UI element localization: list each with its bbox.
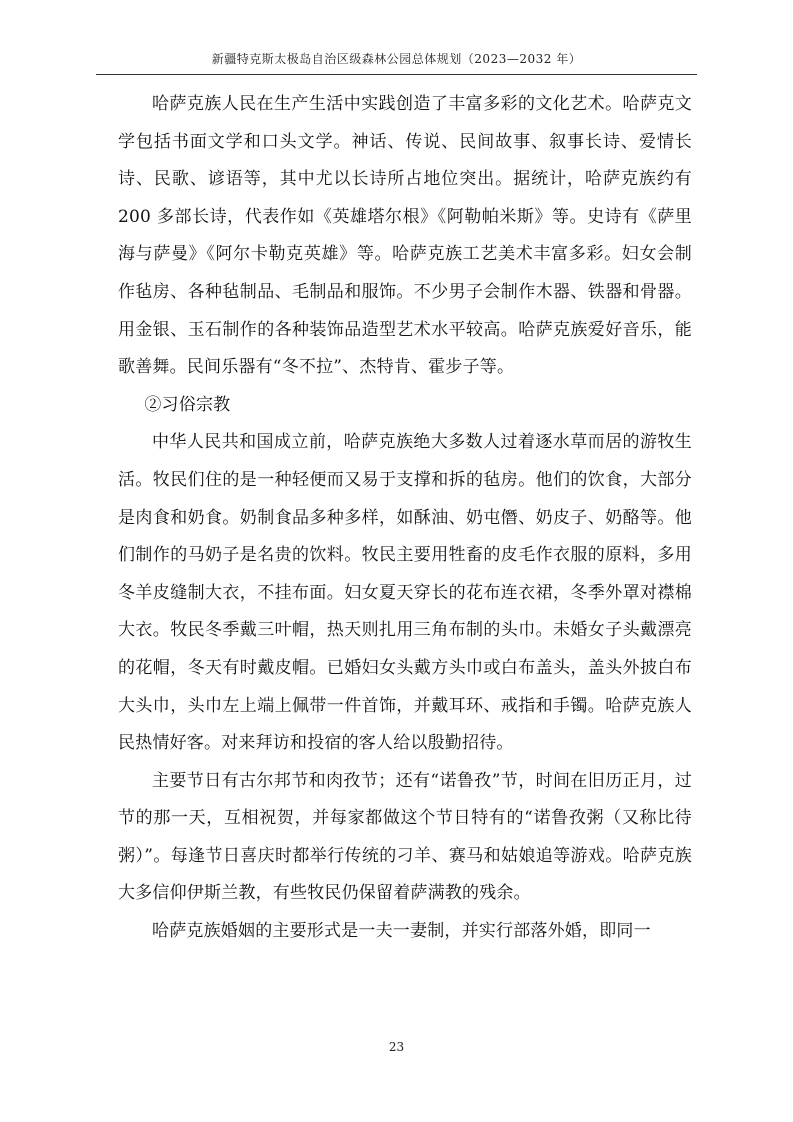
running-header: 新疆特克斯太极岛自治区级森林公园总体规划（2023—2032 年） (211, 52, 582, 66)
section-heading-customs-religion: ②习俗宗教 (144, 394, 231, 415)
paragraph-festivals: 主要节日有古尔邦节和肉孜节；还有“诺鲁孜”节，时间在旧历正月，过节的那一天，互相祝贺，并每家都做这个节日特有的“诺鲁孜粥（又称比待粥）”。每逢节日喜庆时都举行传统的刁羊、赛马和姑娘追等游戏。哈萨克族大多信仰伊斯兰教，有些牧民仍保留着萨满教的残余。 (118, 770, 692, 904)
paragraph-marriage: 哈萨克族婚姻的主要形式是一夫一妻制，并实行部落外婚，即同一 (152, 921, 651, 942)
paragraph-customs: 中华人民共和国成立前，哈萨克族绝大多数人过着逐水草而居的游牧生活。牧民们住的是一种轻便而又易于支撑和拆的毡房。他们的饮食，大部分是肉食和奶食。奶制食品多种多样，如酥油、奶屯僭、奶皮子、奶酪等。他们制作的马奶子是名贵的饮料。牧民主要用牲畜的皮毛作衣服的原料，多用冬羊皮缝制大衣，不挂布面。妇女夏天穿长的花布连衣裙，冬季外罩对襟棉大衣。牧民冬季戴三叶帽，热天则扎用三角布制的头巾。未婚女子头戴漂亮的花帽，冬天有时戴皮帽。已婚妇女头戴方头巾或白布盖头，盖头外披白布大头巾，头巾左上端上佩带一件首饰，并戴耳环、戒指和手镯。哈萨克族人民热情好客。对来拜访和投宿的客人给以殷勤招待。 (118, 432, 692, 754)
paragraph-culture-arts: 哈萨克族人民在生产生活中实践创造了丰富多彩的文化艺术。哈萨克文学包括书面文学和口头文学。神话、传说、民间故事、叙事长诗、爱情长诗、民歌、谚语等，其中尤以长诗所占地位突出。据统计，哈萨克族约有 200 多部长诗，代表作如《英雄塔尔根》《阿勒帕米斯》等。史诗有《萨里海与萨曼》《阿尔卡勒克英雄》等。哈萨克族工艺美术丰富多彩。妇女会制作毡房、各种毡制品、毛制品和服饰。不少男子会制作木器、铁器和骨器。用金银、玉石制作的各种装饰品造型艺术水平较高。哈萨克族爱好音乐，能歌善舞。民间乐器有“冬不拉”、杰特肯、霍步子等。 (118, 94, 692, 378)
header-divider (96, 74, 697, 75)
page-number: 23 (388, 1040, 405, 1054)
body-text (118, 86, 692, 951)
